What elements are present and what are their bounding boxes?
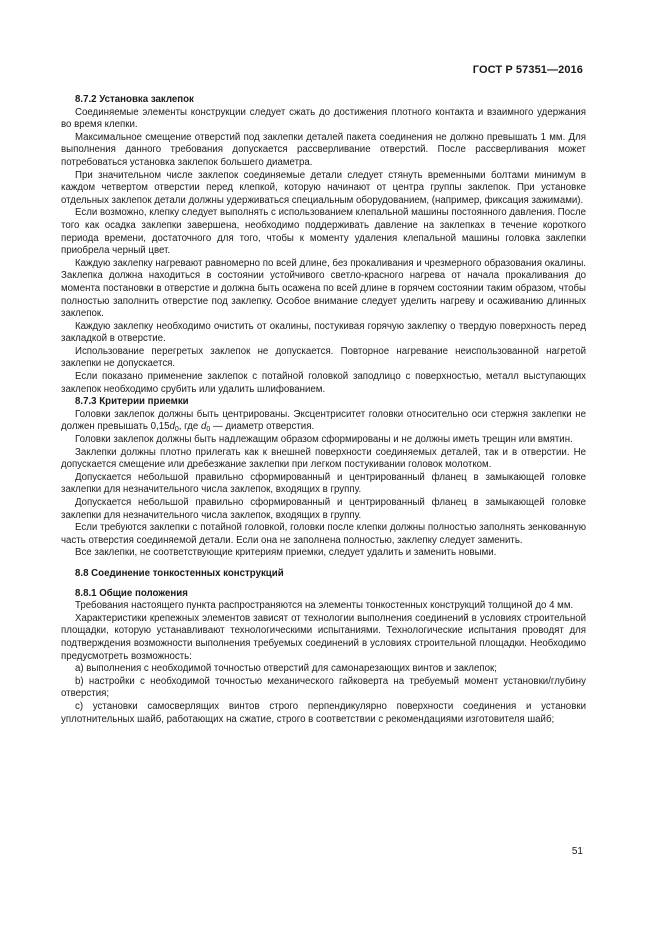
paragraph: При значительном числе заклепок соединяемые детали следует стянуть временными болтами минимум в каждом четвертом отверстии перед клепкой, которую начинают от центра группы заклепок. При установке отдельных заклепок детали должны удерживаться специальным оборудованием, (например, фиксация зажимами). (61, 169, 586, 206)
paragraph: Заклепки должны плотно прилегать как к внешней поверхности соединяемых деталей, так и в отверстии. Не допускается смещение или дребезжание заклепки при легком постукивании головок молотком. (61, 446, 586, 471)
paragraph: Если показано применение заклепок с потайной головкой заподлицо с поверхностью, металл выступающих заклепок необходимо срубить или удалить шлифованием. (61, 371, 586, 395)
subscript: 0 (174, 426, 179, 434)
list-item: c) установки самосверлящих винтов строго перпендикулярно поверхности соединения и установки уплотнительных шайб, работающих на сжатие, строго в соответствии с рекомендациями изготовителя шайб; (61, 700, 586, 725)
standard-number: ГОСТ Р 57351—2016 (472, 64, 583, 76)
paragraph: Использование перегретых заклепок не допускается. Повторное нагревание неиспользованной нагретой заклепки не допускается. (61, 345, 586, 370)
variable-d0: d (169, 421, 175, 433)
paragraph: Требования настоящего пункта распространяются на элементы тонкостенных конструкций толщиной до 4 мм. (75, 600, 574, 612)
paragraph: Головки заклепок должны быть надлежащим образом сформированы и не должны иметь трещин или вмятин. (75, 434, 573, 446)
section-heading-8-7-3: 8.7.3 Критерии приемки (75, 396, 189, 408)
paragraph: Максимальное смещение отверстий под заклепки деталей пакета соединения не должно превышать 1 мм. Для выполнения данного требования допускается рассверливание отверстий. После рассверливания может потребоваться установка заклепок большего диаметра. (61, 131, 586, 168)
page-body (61, 94, 586, 726)
text-run: , где (178, 421, 202, 433)
paragraph: Допускается небольшой правильно сформированный и центрированный фланец в замыкающей головке заклепки для незначительного числа заклепок, входящих в группу. (61, 471, 586, 496)
text-run: Головки заклепок должны быть центрированы. Эксцентриситет головки относительно оси стержня заклепки не должен превышать 0,15 (61, 408, 586, 433)
paragraph: Каждую заклепку нагревают равномерно по всей длине, без прокаливания и чрезмерного образования окалины. Заклепка должна находиться в состоянии устойчивого светло-красного нагрева от начала прокаливания до момента постановки в отверстие и должна быть осажена по всей длине в горячем состоянии таким образом, чтобы полностью заполнить отверстие под заклепку. Особое внимание следует уделить нагреву и осаживанию длинных заклепок. (61, 257, 586, 320)
paragraph-eccentricity (61, 409, 586, 434)
paragraph: Все заклепки, не соответствующие критериям приемки, следует удалить и заменить новыми. (75, 547, 497, 559)
list-item: a) выполнения с необходимой точностью отверстий для самонарезающих винтов и заклепок; (75, 663, 497, 675)
section-heading-8-8: 8.8 Соединение тонкостенных конструкций (75, 567, 284, 579)
requirements-list (61, 663, 586, 726)
paragraph: Если требуются заклепки с потайной головкой, головки после клепки должны полностью заполнять зенкованную часть отверстия соединяемой детали. Если она не заполнена полностью, заклепку следует заменить. (61, 522, 586, 546)
variable-d0: d (201, 421, 207, 433)
paragraph: Соединяемые элементы конструкции следует сжать до достижения плотного контакта и взаимного удержания во время клепки. (61, 106, 586, 131)
list-item: b) настройки с необходимой точностью механического гайковерта на требуемый момент установки/глубину отверстия; (61, 675, 586, 700)
page-number: 51 (571, 846, 583, 857)
text-run: — диаметр отверстия. (210, 421, 315, 433)
section-heading-8-7-2: 8.7.2 Установка заклепок (75, 94, 194, 105)
section-heading-8-8-1: 8.8.1 Общие положения (75, 587, 188, 599)
paragraph: Если возможно, клепку следует выполнять с использованием клепальной машины постоянного давления. После того как осадка заклепки завершена, необходимо поддерживать давление на заклепках в течение короткого периода времени, достаточного для того, чтобы к моменту удаления клепальной машины головка заклепки приобрела черный цвет. (61, 207, 586, 257)
paragraph: Допускается небольшой правильно сформированный и центрированный фланец в замыкающей головке заклепки для незначительного числа заклепок, входящих в группу. (61, 497, 586, 521)
paragraph: Каждую заклепку необходимо очистить от окалины, постукивая горячую заклепку о твердую поверхность перед закладкой в отверстие. (61, 320, 586, 345)
subscript: 0 (206, 426, 211, 434)
paragraph: Характеристики крепежных элементов зависят от технологии выполнения соединений в условиях строительной площадки, которую устанавливают технологическими испытаниями. Технологические испытания проводят для подтверждения возможности выполнения требуемых соединений в условиях строительной площадки. Необходимо предусмотреть возможность: (61, 612, 586, 662)
